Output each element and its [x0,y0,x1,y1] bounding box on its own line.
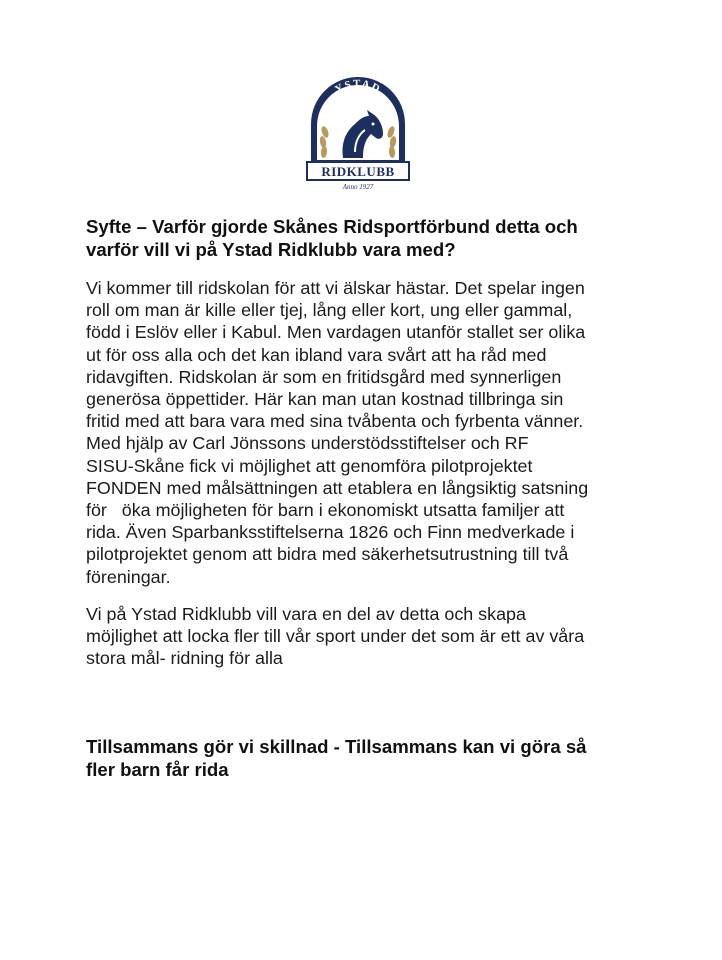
paragraph-line: Vi kommer till ridskolan för att vi älskar hästar. Det spelar ingen [86,278,585,298]
paragraph-line: född i Eslöv eller i Kabul. Men vardagen utanför stallet ser olika [86,322,586,343]
paragraph-line: fritid med att bara vara med sina tvåbenta och fyrbenta vänner. [86,411,584,432]
paragraph-line: stora mål- ridning för alla [86,648,283,669]
horse-crest-icon [303,76,413,192]
closing-statement [86,735,666,781]
paragraph-line: Med hjälp av Carl Jönssons understödsstiftelser och RF [86,433,529,454]
paragraph-line: Vi på Ystad Ridklubb vill vara en del av detta och skapa [86,603,526,624]
heading-line: Syfte – Varför gjorde Skånes Ridsportförbund detta och [86,216,578,237]
paragraph-line: SISU-Skåne fick vi möjlighet att genomföra pilotprojektet [86,455,533,476]
logo-banner-text: RIDKLUBB [321,164,395,179]
logo-top-text: YSTAD [332,77,384,97]
paragraph-line: ridavgiften. Ridskolan är som en fritidsgård med synnerligen [86,366,562,387]
section-heading [86,215,666,261]
paragraph-line: ut för oss alla och det kan ibland vara svårt att ha råd med [86,344,547,365]
paragraph-goal [86,603,666,670]
paragraph-line: rida. Även Sparbanksstiftelserna 1826 och Finn medverkade i [86,522,575,543]
heading-line: varför vill vi på Ystad Ridklubb vara med? [86,239,456,260]
closing-line: Tillsammans gör vi skillnad - Tillsammans kan vi göra så [86,736,587,757]
closing-line: fler barn får rida [86,759,229,780]
article-body [86,215,666,684]
paragraph-line: generösa öppettider. Här kan man utan kostnad tillbringa sin [86,389,564,410]
paragraph-line: möjlighet att locka fler till vår sport under det som är ett av våra [86,626,585,647]
paragraph-line: roll om man är kille eller tjej, lång eller kort, ung eller gammal, [86,300,573,321]
paragraph-line: pilotprojektet genom att bidra med säkerhetsutrustning till två [86,544,569,565]
logo-bottom-text: Anno 1927 [342,183,374,191]
paragraph-line: FONDEN med målsättningen att etablera en långsiktig satsning [86,477,589,498]
paragraph-line: föreningar. [86,566,171,587]
paragraph-intro [86,277,666,588]
paragraph-line: för öka möjligheten för barn i ekonomiskt utsatta familjer att [86,500,565,521]
ystad-ridklubb-logo [303,76,413,192]
